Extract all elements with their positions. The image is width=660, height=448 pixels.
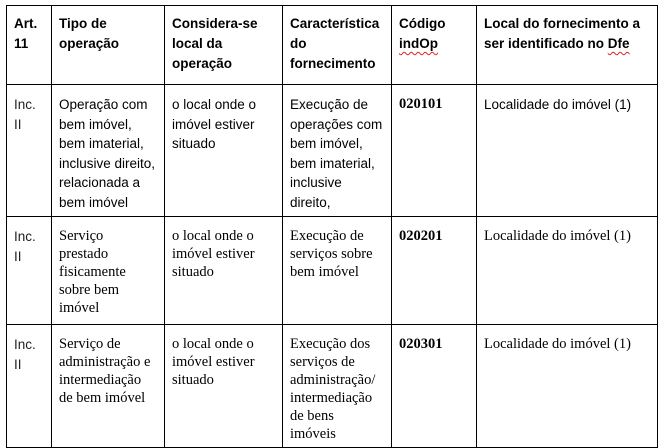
cell-local: Localidade do imóvel (1) (477, 85, 658, 217)
cell-codigo: 020301 (392, 325, 477, 448)
cell-caracteristica: Execução dos serviços de administração/ intermediação de bens imóveis (283, 325, 392, 448)
cell-codigo: 020201 (392, 217, 477, 325)
header-row (7, 6, 658, 85)
cell-considera: o local onde o imóvel estiver situado (165, 325, 283, 448)
cell-tipo: Operação com bem imóvel, bem imaterial, inclusive direito, relacionada a bem imóvel (52, 85, 165, 217)
cell-tipo: Serviço prestado fisicamente sobre bem imóvel (52, 217, 165, 325)
cell-art: Inc. II (7, 325, 52, 448)
header-caracteristica: Característica do fornecimento (283, 6, 392, 85)
cell-art: Inc. II (7, 85, 52, 217)
header-considera-local: Considera-se local da operação (165, 6, 283, 85)
cell-caracteristica: Execução de operações com bem imóvel, bem imaterial, inclusive direito, (283, 85, 392, 217)
cell-local: Localidade do imóvel (1) (477, 325, 658, 448)
header-local-fornecimento: Local do fornecimento a ser identificado no Dfe (477, 6, 658, 85)
cell-tipo: Serviço de administração e intermediação de bem imóvel (52, 325, 165, 448)
cell-codigo: 020101 (392, 85, 477, 217)
cell-considera: o local onde o imóvel estiver situado (165, 85, 283, 217)
spellcheck-word-dfe: Dfe (607, 36, 630, 51)
table-row (7, 325, 658, 448)
cell-considera: o local onde o imóvel estiver situado (165, 217, 283, 325)
cell-art: Inc. II (7, 217, 52, 325)
operations-table (6, 5, 658, 448)
table-row (7, 85, 658, 217)
spellcheck-word-indop: indOp (399, 36, 438, 51)
header-codigo: Código indOp (392, 6, 477, 85)
cell-local: Localidade do imóvel (1) (477, 217, 658, 325)
header-tipo-operacao: Tipo de operação (52, 6, 165, 85)
table-row (7, 217, 658, 325)
header-art: Art. 11 (7, 6, 52, 85)
cell-caracteristica: Execução de serviços sobre bem imóvel (283, 217, 392, 325)
